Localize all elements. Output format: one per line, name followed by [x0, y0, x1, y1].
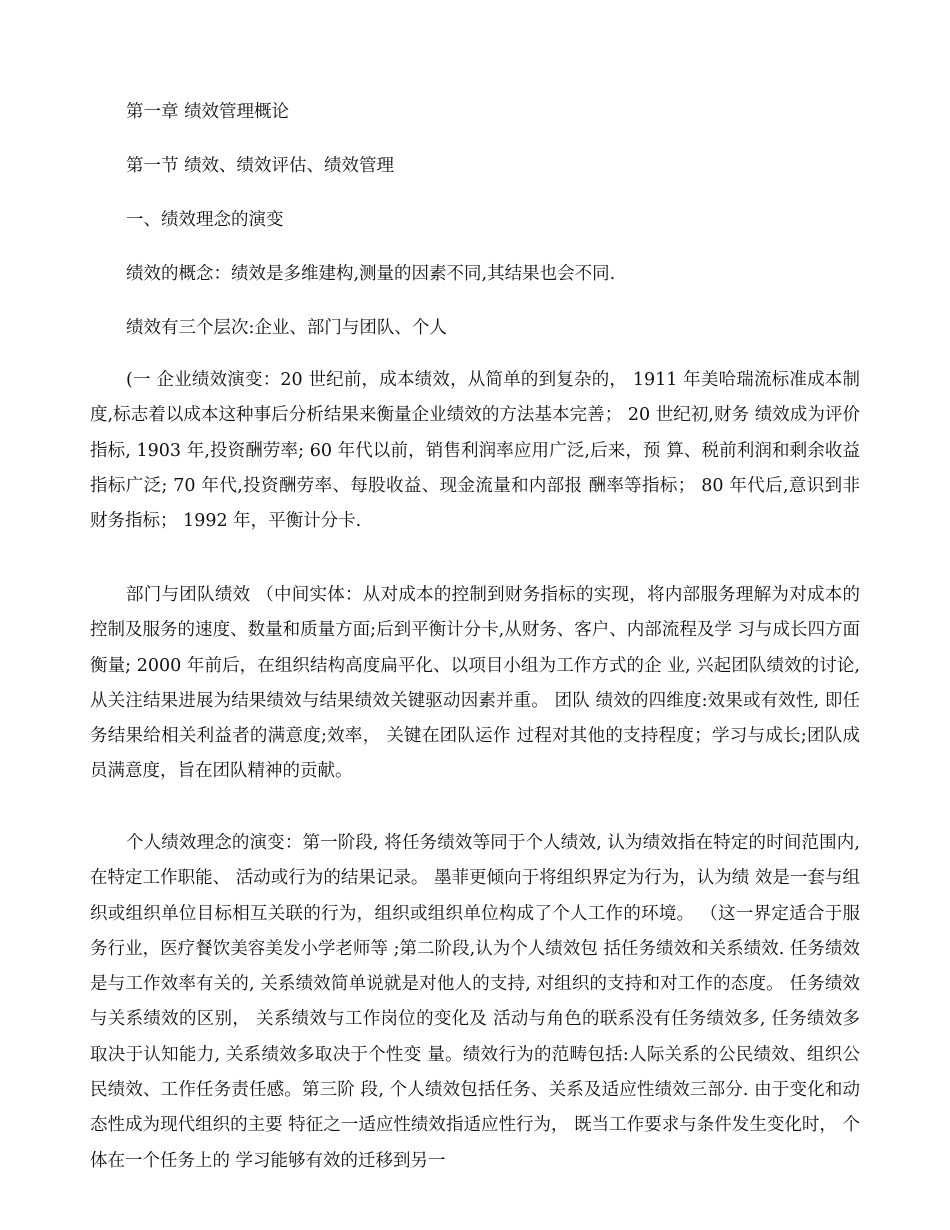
chapter-title: 第一章 绩效管理概论 [126, 102, 290, 122]
paragraph-team-performance: 部门与团队绩效 （中间实体：从对成本的控制到财务指标的实现，将内部服务理解为对成本的控制及服务的速度、数量和质量方面;后到平衡计分卡,从财务、客户、内部流程及学 习与成长四方面衡量; 2000 年前后，在组织结构高度扁平化、以项目小组为工作方式的企 业, 兴起团队绩效的讨论, 从关注结果进展为结果绩效与结果绩效关键驱动因素并重。 团队 绩效的四维度:效果或有效性, 即任务结果给相关利益者的满意度;效率， 关键在团队运作 过程对其他的支持程度；学习与成长;团队成员满意度，旨在团队精神的贡献。 [90, 585, 860, 782]
paragraph-enterprise-performance: (一 企业绩效演变：20 世纪前，成本绩效，从简单的到复杂的， 1911 年美哈瑞流标准成本制度,标志着以成本这种事后分析结果来衡量企业绩效的方法基本完善； 20 世纪初,财务 绩效成为评价指标, 1903 年,投资酬劳率; 60 年代以前，销售利润率应用广泛,后来，预 算、税前利润和剩余收益指标广泛; 70 年代,投资酬劳率、每股收益、现金流量和内部报 酬率等指标； 80 年代后,意识到非财务指标； 1992 年，平衡计分卡. [90, 370, 860, 532]
subsection-title: 一、绩效理念的演变 [126, 210, 284, 230]
section-title: 第一节 绩效、绩效评估、绩效管理 [126, 156, 395, 176]
paragraph-individual-performance: 个人绩效理念的演变：第一阶段, 将任务绩效等同于个人绩效, 认为绩效指在特定的时间范围内, 在特定工作职能、 活动或行为的结果记录。 墨菲更倾向于将组织界定为行为，认为绩 效是一套与组织或组织单位目标相互关联的行为，组织或组织单位构成了个人工作的环境。 （这一界定适合于服务行业，医疗餐饮美容美发小学老师等 ;第二阶段,认为个人绩效包 括任务绩效和关系绩效. 任务绩效是与工作效率有关的, 关系绩效简单说就是对他人的支持, 对组织的支持和对工作的态度。 任务绩效与关系绩效的区别， 关系绩效与工作岗位的变化及 活动与角色的联系没有任务绩效多, 任务绩效多取决于认知能力, 关系绩效多取决于个性变 量。绩效行为的范畴包括:人际关系的公民绩效、组织公民绩效、工作任务责任感。第三阶 段, 个人绩效包括任务、关系及适应性绩效三部分. 由于变化和动态性成为现代组织的主要 特征之一适应性绩效指适应性行为， 既当工作要求与条件发生变化时， 个体在一个任务上的 学习能够有效的迁移到另一 [90, 833, 860, 1171]
levels-line: 绩效有三个层次:企业、部门与团队、个人 [126, 318, 447, 338]
concept-line: 绩效的概念：绩效是多维建构,测量的因素不同,其结果也会不同. [126, 264, 616, 284]
